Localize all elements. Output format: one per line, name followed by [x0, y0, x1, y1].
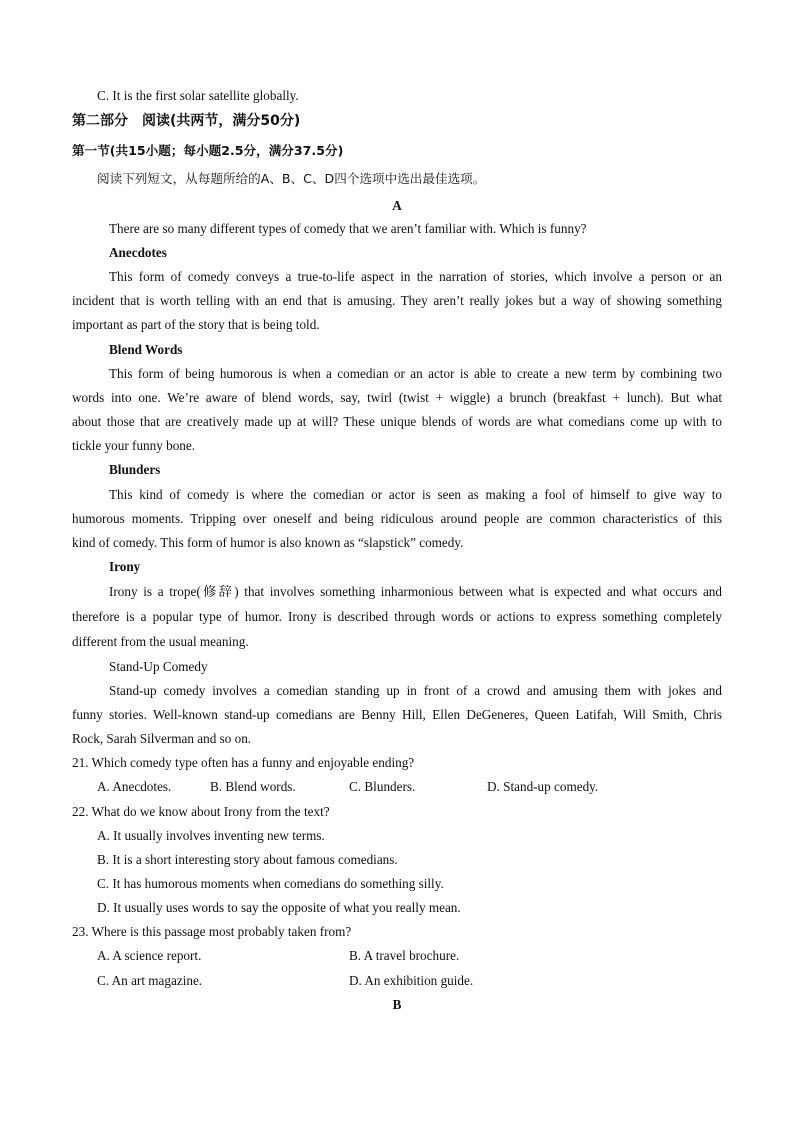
reading-instruction: 阅读下列短文，从每题所给的A、B、C、D四个选项中选出最佳选项。 — [97, 171, 486, 186]
heading-blend-words: Blend Words — [109, 342, 183, 357]
passage-a-letter: A — [392, 198, 402, 213]
question-23-option-a[interactable]: A. A science report. — [97, 948, 202, 963]
blunders-line-1: This kind of comedy is where the comedian or actor is seen as making a fool of himself to give way to — [109, 487, 722, 502]
heading-blunders: Blunders — [109, 462, 161, 477]
question-21-option-c[interactable]: C. Blunders. — [349, 779, 416, 794]
irony-line-1: Irony is a trope(修辞) that involves something inharmonious between what is expected and what occurs and — [109, 584, 722, 599]
standup-line-3: Rock, Sarah Silverman and so on. — [72, 731, 252, 746]
blend-line-1: This form of being humorous is when a comedian or an actor is able to create a new term by combining two — [109, 366, 722, 381]
question-23-option-d[interactable]: D. An exhibition guide. — [349, 973, 474, 988]
previous-question-option-c: C. It is the first solar satellite globally. — [97, 88, 299, 103]
question-23-option-b[interactable]: B. A travel brochure. — [349, 948, 460, 963]
question-22-stem: 22. What do we know about Irony from the text? — [72, 804, 330, 819]
irony-line-3: different from the usual meaning. — [72, 634, 249, 649]
question-21-option-b[interactable]: B. Blend words. — [210, 779, 296, 794]
standup-line-2: funny stories. Well-known stand-up comedians are Benny Hill, Ellen DeGeneres, Queen Latifah, Will Smith, Chris — [72, 707, 722, 722]
standup-line-1: Stand-up comedy involves a comedian standing up in front of a crowd and amusing them with jokes and — [109, 683, 722, 698]
anecdotes-line-3: important as part of the story that is being told. — [72, 317, 320, 332]
anecdotes-line-1: This form of comedy conveys a true-to-life aspect in the narration of stories, which involve a person or an — [109, 269, 722, 284]
question-21-option-d[interactable]: D. Stand-up comedy. — [487, 779, 599, 794]
blend-line-2: words into one. We’re aware of blend words, say, twirl (twist + wiggle) a brunch (breakfast + lunch). But what — [72, 390, 722, 405]
anecdotes-line-2: incident that is worth telling with an end that is amusing. They aren’t really jokes but a way of showing something — [72, 293, 722, 308]
irony-line-2: therefore is a popular type of humor. Irony is described through words or actions to express something completely — [72, 609, 722, 624]
question-23-option-c[interactable]: C. An art magazine. — [97, 973, 203, 988]
question-21-stem: 21. Which comedy type often has a funny and enjoyable ending? — [72, 755, 415, 770]
blunders-line-2: humorous moments. Tripping over oneself and being ridiculous around people are common characteristics of this — [72, 511, 722, 526]
question-22-option-d[interactable]: D. It usually uses words to say the opposite of what you really mean. — [97, 900, 461, 915]
blunders-line-3: kind of comedy. This form of humor is also known as “slapstick” comedy. — [72, 535, 464, 550]
blend-line-3: about those that are creatively made up at will? These unique blends of words are what comedians come up with to — [72, 414, 722, 429]
heading-irony: Irony — [109, 559, 141, 574]
question-21-option-a[interactable]: A. Anecdotes. — [97, 779, 172, 794]
passage-a-intro: There are so many different types of comedy that we aren’t familiar with. Which is funny? — [109, 221, 587, 236]
question-22-option-a[interactable]: A. It usually involves inventing new terms. — [97, 828, 325, 843]
section-title: 第一节(共15小题；每小题2.5分，满分37.5分) — [72, 143, 344, 158]
heading-anecdotes: Anecdotes — [109, 245, 167, 260]
blend-line-4: tickle your funny bone. — [72, 438, 196, 453]
heading-stand-up-comedy: Stand-Up Comedy — [109, 659, 208, 674]
part-title: 第二部分 阅读(共两节，满分50分) — [72, 113, 301, 129]
question-23-stem: 23. Where is this passage most probably taken from? — [72, 924, 352, 939]
passage-b-letter: B — [392, 997, 402, 1012]
question-22-option-c[interactable]: C. It has humorous moments when comedians do something silly. — [97, 876, 444, 891]
question-22-option-b[interactable]: B. It is a short interesting story about famous comedians. — [97, 852, 398, 867]
